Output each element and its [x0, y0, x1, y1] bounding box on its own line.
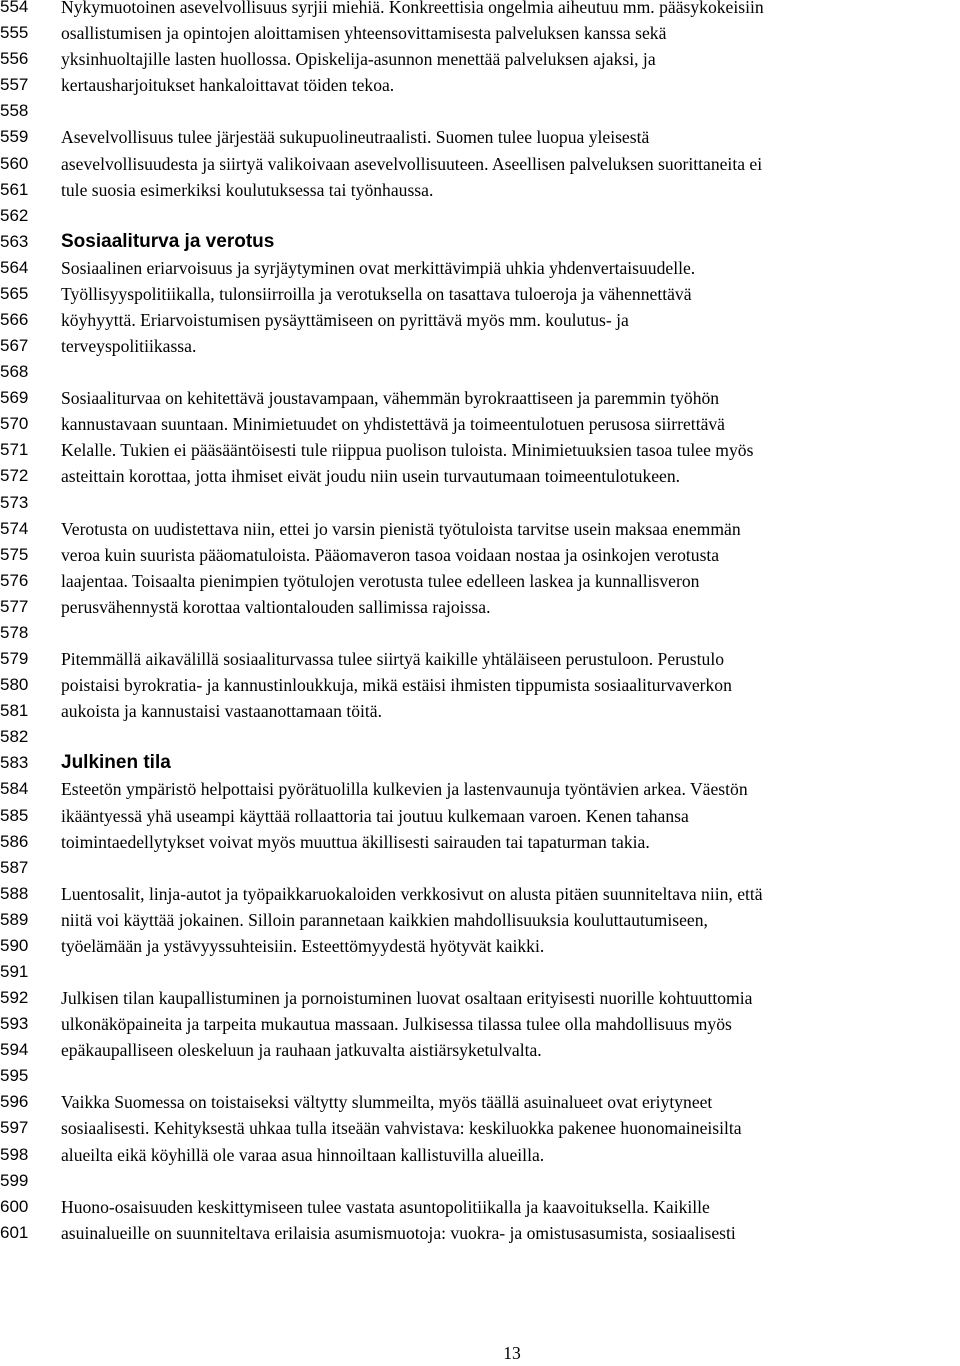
line-text: poistaisi byrokratia- ja kannustinloukkuja, mikä estäisi ihmisten tippumista sosiaaliturvaverkon: [61, 675, 732, 696]
line-text: Nykymuotoinen asevelvollisuus syrjii miehiä. Konkreettisia ongelmia aiheutuu mm. pääsykokeisiin: [61, 0, 764, 17]
line-text: kannustavaan suuntaan. Minimietuudet on yhdistettävä ja toimeentulotuen perusosa siirrettävä: [61, 414, 725, 435]
line-number: 582: [0, 727, 29, 747]
line-number: 598: [0, 1144, 29, 1164]
line-text: Sosiaaliturvaa on kehitettävä joustavampaan, vähemmän byrokraattiseen ja paremmin työhön: [61, 388, 720, 409]
line-text: Pitemmällä aikavälillä sosiaaliturvassa tulee siirtyä kaikille yhtäläiseen perustuloon. Perustulo: [61, 649, 725, 669]
line-text: Verotusta on uudistettava niin, ettei jo varsin pienistä työtuloista tarvitse usein maksaa enemmän: [61, 518, 741, 539]
line-number: 567: [0, 336, 29, 355]
line-text: toimintaedellytykset voivat myös muuttua äkillisesti sairauden tai tapaturman takia.: [61, 831, 650, 852]
line-text: Julkisen tilan kaupallistuminen ja pornoistuminen luovat osaltaan erityisesti nuorille kohtuuttomia: [61, 988, 753, 1008]
line-number: 576: [0, 570, 29, 590]
line-number: 557: [0, 75, 29, 95]
line-text: Esteetön ympäristö helpottaisi pyörätuolilla kulkevien ja lastenvaunuja työntävien arkea. Väestön: [61, 779, 748, 800]
line-number: 558: [0, 101, 29, 121]
section-heading: Julkinen tila: [61, 752, 171, 774]
line-text: terveyspolitiikassa.: [61, 336, 197, 356]
line-text: yksinhuoltajille lasten huollossa. Opiskelija-asunnon menettää palveluksen ajaksi, ja: [61, 49, 656, 70]
line-number: 591: [0, 962, 29, 981]
line-text: Huono-osaisuuden keskittymiseen tulee vastata asuntopolitiikalla ja kaavoituksella. Kaikille: [61, 1196, 710, 1217]
line-text: perusvähennystä korottaa valtiontalouden sallimissa rajoissa.: [61, 596, 491, 617]
line-number: 556: [0, 49, 29, 69]
line-number: 596: [0, 1092, 29, 1112]
line-number: 583: [0, 753, 29, 773]
section-heading: Sosiaaliturva ja verotus: [61, 230, 275, 252]
line-number: 560: [0, 153, 29, 173]
line-number: 584: [0, 779, 29, 799]
line-number: 597: [0, 1118, 29, 1138]
line-number: 566: [0, 310, 29, 329]
line-text: kertausharjoitukset hankaloittavat töiden tekoa.: [61, 75, 395, 96]
line-text: ulkonäköpaineita ja tarpeita mukautua massaan. Julkisessa tilassa tulee olla mahdollisuus myös: [61, 1014, 732, 1035]
line-text: epäkaupalliseen oleskeluun ja rauhaan jatkuvalta aistiärsyketulvalta.: [61, 1040, 542, 1061]
line-number: 564: [0, 257, 29, 277]
line-text: työelämään ja ystävyyssuhteisiin. Esteettömyydestä hyötyvät kaikki.: [61, 935, 545, 956]
line-number: 563: [0, 231, 29, 251]
line-text: ikääntyessä yhä useampi käyttää rollaattoria tai joutuu kulkemaan varoen. Kenen tahansa: [61, 805, 689, 826]
line-number: 595: [0, 1066, 29, 1086]
line-text: osallistumisen ja opintojen aloittamisen yhteensovittamisesta palveluksen kanssa sekä: [61, 23, 667, 44]
line-number: 570: [0, 414, 29, 434]
line-number: 565: [0, 283, 29, 303]
line-text: Luentosalit, linja-autot ja työpaikkaruokaloiden verkkosivut on alusta pitäen suunniteltava niin, että: [61, 883, 763, 904]
line-number: 601: [0, 1222, 29, 1242]
line-number: 592: [0, 988, 29, 1007]
line-text: sosiaalisesti. Kehityksestä uhkaa tulla itseään vahvistava: keskiluokka pakenee huonomaineisilta: [61, 1118, 742, 1139]
line-text: Työllisyyspolitiikalla, tulonsiirroilla ja verotuksella on tasattava tuloeroja ja vähennettävä: [61, 283, 692, 304]
line-number: 599: [0, 1170, 29, 1190]
line-text: Asevelvollisuus tulee järjestää sukupuolineutraalisti. Suomen tulee luopua yleisestä: [61, 127, 650, 148]
line-number: 579: [0, 649, 29, 668]
line-text: asuinalueille on suunniteltava erilaisia asumismuotoja: vuokra- ja omistusasumista, sosiaalisesti: [61, 1222, 736, 1243]
line-text: aukoista ja kannustaisi vastaanottamaan töitä.: [61, 701, 382, 722]
line-number: 559: [0, 127, 29, 147]
line-number: 585: [0, 805, 29, 825]
line-text: niitä voi käyttää jokainen. Silloin parannetaan kaikkien mahdollisuuksia kouluttautumiseen,: [61, 909, 708, 930]
line-number: 578: [0, 622, 29, 642]
line-number: 594: [0, 1040, 29, 1060]
line-text: veroa kuin suurista pääomatuloista. Pääomaveron tasoa voidaan nostaa ja osinkojen verotusta: [61, 544, 720, 565]
page-number: 13: [503, 1343, 521, 1363]
line-text: Kelalle. Tukien ei pääsääntöisesti tule riippua puolison tuloista. Minimietuuksien tasoa tulee myös: [61, 440, 754, 461]
line-text: laajentaa. Toisaalta pienimpien työtulojen verotusta tulee edelleen laskea ja kunnallisveron: [61, 570, 700, 591]
line-number: 554: [0, 0, 29, 16]
line-text: alueilta eikä köyhillä ole varaa asua hinnoiltaan kallistuvilla alueilla.: [61, 1144, 545, 1165]
line-number: 593: [0, 1014, 29, 1034]
line-number: 573: [0, 492, 29, 512]
line-number: 587: [0, 857, 29, 877]
line-number: 574: [0, 518, 29, 538]
line-text: köyhyyttä. Eriarvoistumisen pysäyttämiseen on pyrittävä myös mm. koulutus- ja: [61, 310, 629, 330]
line-number: 581: [0, 701, 29, 721]
line-number: 568: [0, 362, 29, 382]
line-number: 569: [0, 388, 29, 408]
line-number: 577: [0, 596, 29, 616]
line-number: 572: [0, 466, 29, 486]
line-text: asteittain korottaa, jotta ihmiset eivät joudu niin usein turvautumaan toimeentulotukeen.: [61, 466, 681, 487]
line-number: 590: [0, 935, 29, 955]
line-number: 589: [0, 909, 29, 929]
line-text: tule suosia esimerkiksi koulutuksessa tai työnhaussa.: [61, 179, 434, 200]
line-number: 580: [0, 675, 29, 695]
line-text: asevelvollisuudesta ja siirtyä valikoivaan asevelvollisuuteen. Aseellisen palveluksen suorittaneita ei: [61, 153, 763, 174]
line-number: 571: [0, 440, 29, 460]
line-number: 562: [0, 205, 29, 225]
line-number: 600: [0, 1196, 29, 1216]
line-number: 586: [0, 831, 29, 851]
line-number: 561: [0, 179, 29, 199]
line-text: Vaikka Suomessa on toistaiseksi vältytty slummeilta, myös täällä asuinalueet ovat eriytyneet: [61, 1092, 713, 1113]
line-number: 575: [0, 544, 29, 564]
line-text: Sosiaalinen eriarvoisuus ja syrjäytyminen ovat merkittävimpiä uhkia yhdenvertaisuudelle.: [61, 257, 696, 278]
line-number: 588: [0, 883, 29, 903]
line-number: 555: [0, 23, 29, 43]
